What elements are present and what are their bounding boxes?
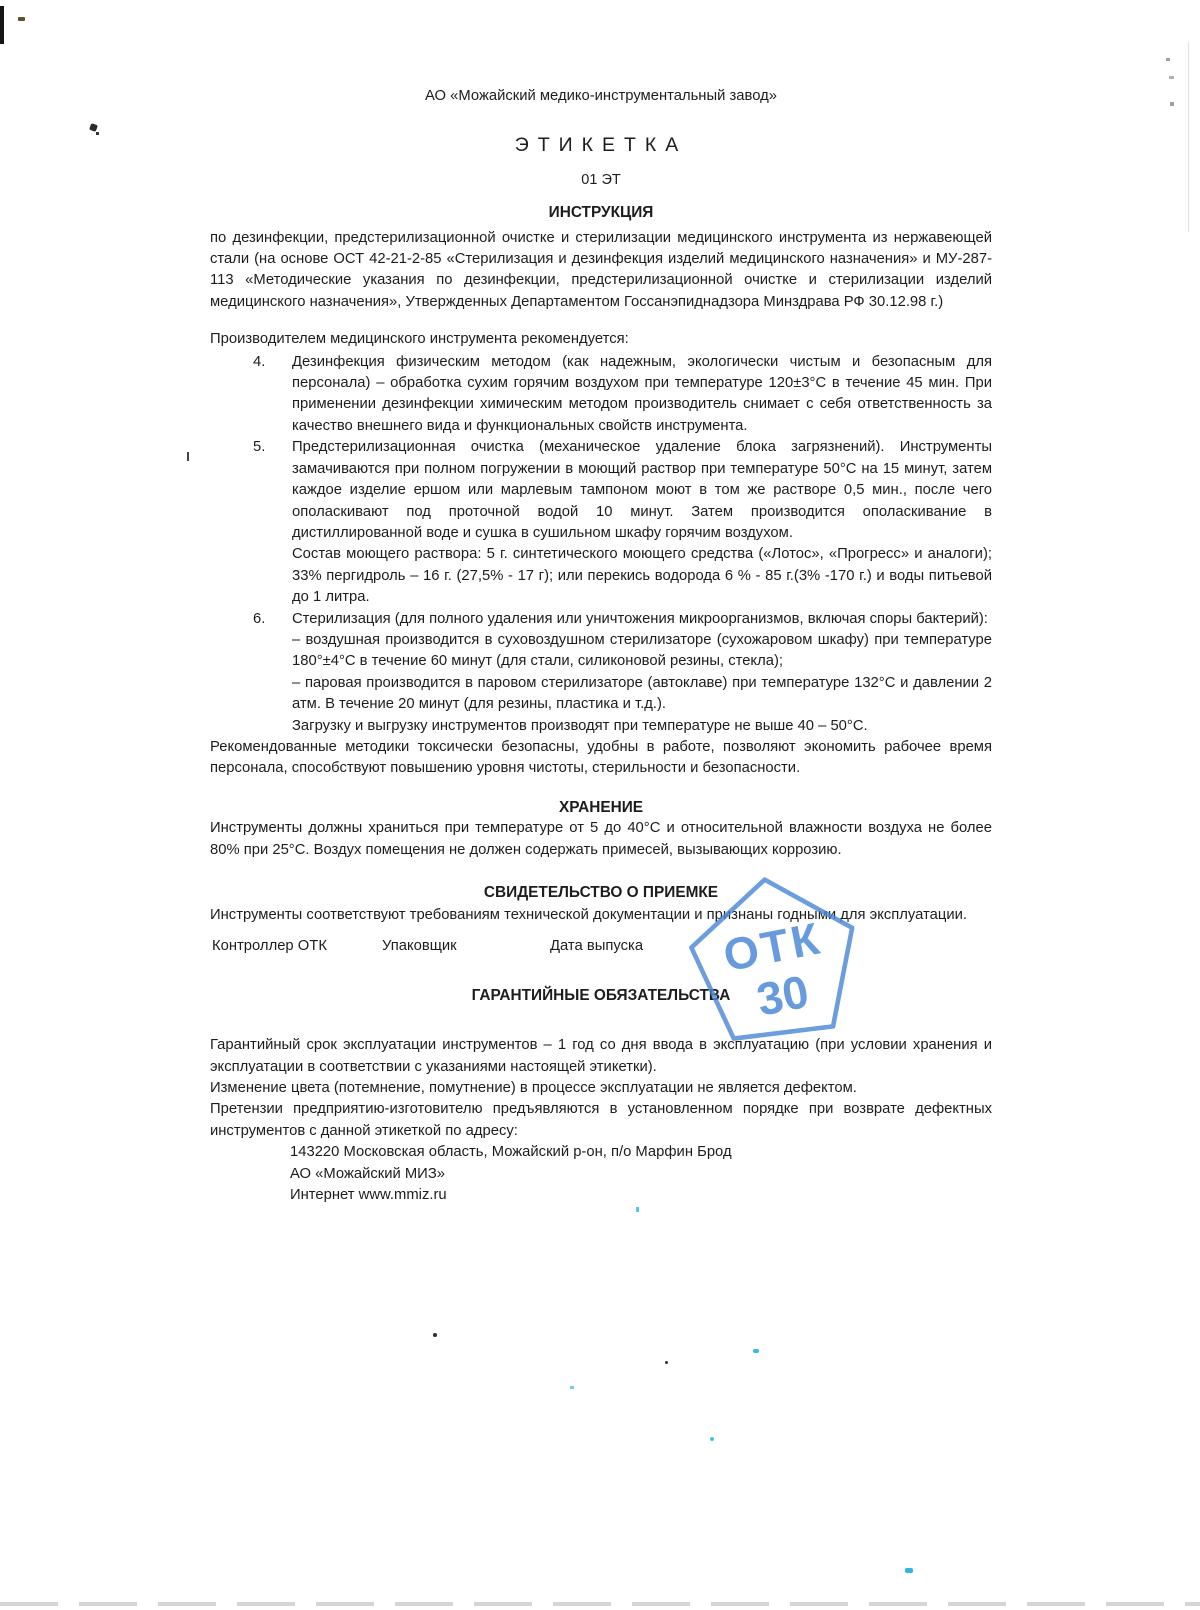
list-item-text: Загрузку и выгрузку инструментов производят при температуре не выше 40 – 50°С.	[292, 717, 868, 734]
scan-artifact	[636, 1207, 639, 1212]
label-title: ЭТИКЕТКА	[514, 134, 688, 157]
instruction-intro: по дезинфекции, предстерилизационной очистке и стерилизации медицинского инструмента из нержавеющей стали (на основе ОСТ 42-21-2-85 «Стерилизация и дезинфекция изделий медицинского назначения» и МУ-287-113 «Методические указания по дезинфекции, предстерилизационной очистке и стерилизации изделий медицинского назначения», Утвержденных Департаментом Госсанэпиднадзора Минздрава РФ 30.12.98 г.)	[210, 229, 992, 310]
scan-artifact	[1170, 102, 1174, 106]
warranty-paragraph: Претензии предприятию-изготовителю предъявляются в установленном порядке при возврате дефектных инструментов с данной этикеткой по адресу:	[210, 1101, 992, 1139]
warranty-paragraph: Изменение цвета (потемнение, помутнение) в процессе эксплуатации не является дефектом.	[210, 1080, 857, 1097]
storage-section	[210, 797, 992, 861]
scan-artifact	[570, 1386, 574, 1389]
list-item	[210, 352, 992, 438]
list-item-number: 5.	[253, 439, 266, 456]
list-item-text: Дезинфекция физическим методом (как надежным, экологически чистым и безопасным для персонала) – обработка сухим горячим воздухом при температуре 120±3°С в течение 45 мин. При применении дезинфекции химическим методом производитель снимает с себя ответственность за качество внешнего вида и функциональных свойств инструмента.	[292, 353, 992, 434]
warranty-heading: ГАРАНТИЙНЫЕ ОБЯЗАТЕЛЬСТВА	[471, 986, 731, 1004]
list-item-text: Предстерилизационная очистка (механическое удаление блока загрязнений). Инструменты замачиваются при полном погружении в моющий раствор при температуре 50°С на 15 минут, затем каждое изделие ершом или марлевым тампоном моют в том же растворе 0,5 мин., после чего ополаскивают под проточной водой 10 минут. Затем производится ополаскивание в дистиллированной воде и сушка в сушильном шкафу горячим воздухом.	[292, 439, 992, 541]
signer-label-release-date: Дата выпуска	[550, 937, 644, 954]
list-item-text: – воздушная производится в суховоздушном стерилизаторе (сухожаровом шкафу) при температуре 180°±4°С в течение 60 минут (для стали, силиконовой резины, стекла);	[292, 631, 992, 670]
list-item-number: 4.	[253, 353, 266, 370]
list-item-number: 6.	[253, 610, 266, 627]
acceptance-text: Инструменты соответствуют требованиям технической документации и признаны годными для эксплуатации.	[210, 907, 967, 924]
list-item-text: – паровая производится в паровом стерилизаторе (автоклаве) при температуре 132°С и давлении 2 атм. В течение 20 минут (для резины, пластика и т.д.).	[292, 674, 992, 713]
storage-text: Инструменты должны храниться при температуре от 5 до 40°С и относительной влажности воздуха не более 80% при 25°С. Воздух помещения не должен содержать примесей, вызывающих коррозию.	[210, 820, 992, 858]
stamp-text-otk: ОТК	[719, 912, 827, 982]
signer-label-otk-controller: Контроллер ОТК	[212, 937, 327, 954]
signature-row	[210, 936, 992, 958]
instruction-closing: Рекомендованные методики токсически безопасны, удобны в работе, позволяют экономить рабочее время персонала, способствуют повышению уровня чистоты, стерильности и безопасности.	[210, 738, 992, 777]
scan-artifact	[433, 1333, 437, 1337]
address-line: АО «Можайский МИЗ»	[290, 1165, 445, 1182]
scan-artifact	[905, 1568, 913, 1573]
scan-edge-line	[0, 1602, 1200, 1606]
scan-artifact	[1188, 42, 1189, 232]
company-name: АО «Можайский медико-инструментальный завод»	[425, 88, 777, 104]
manufacturer-address	[290, 1142, 992, 1206]
scan-artifact	[18, 17, 25, 21]
signer-label-packer: Упаковщик	[382, 937, 457, 954]
stamp-text-30: 30	[752, 964, 813, 1026]
scan-artifact	[1166, 58, 1170, 61]
instruction-list	[210, 352, 992, 737]
recommendation-lead: Производителем медицинского инструмента рекомендуется:	[210, 331, 629, 348]
storage-heading: ХРАНЕНИЕ	[558, 798, 644, 816]
list-item	[210, 609, 992, 737]
scan-artifact	[753, 1349, 759, 1353]
address-line: 143220 Московская область, Можайский р-он, п/о Марфин Брод	[290, 1144, 732, 1161]
document-body	[210, 86, 992, 1206]
list-item	[210, 437, 992, 608]
scan-artifact	[89, 123, 98, 132]
scan-artifact	[710, 1437, 714, 1441]
scan-artifact	[187, 452, 189, 461]
list-item-text: Состав моющего раствора: 5 г. синтетического моющего средства («Лотос», «Прогресс» и аналоги); 33% пергидроль – 16 г. (27,5% - 17 г); или перекись водорода 6 % - 85 г.(3% -170 г.) и воды питьевой до 1 литра.	[292, 546, 992, 606]
acceptance-section	[210, 882, 992, 958]
acceptance-heading: СВИДЕТЕЛЬСТВО О ПРИЕМКЕ	[483, 884, 719, 901]
address-line: Интернет www.mmiz.ru	[290, 1187, 447, 1204]
list-item-text: Стерилизация (для полного удаления или уничтожения микроорганизмов, включая споры бактерий):	[292, 610, 988, 627]
scan-artifact	[0, 6, 4, 44]
scan-artifact	[665, 1361, 668, 1364]
warranty-paragraph: Гарантийный срок эксплуатации инструментов – 1 год со дня ввода в эксплуатацию (при условии хранения и эксплуатации в соответствии с указаниями настоящей этикетки).	[210, 1037, 992, 1075]
label-code: 01 ЭТ	[581, 171, 621, 188]
scan-artifact	[1169, 76, 1174, 79]
scan-artifact	[96, 132, 99, 135]
instruction-heading: ИНСТРУКЦИЯ	[548, 204, 654, 222]
warranty-section	[210, 985, 992, 1207]
